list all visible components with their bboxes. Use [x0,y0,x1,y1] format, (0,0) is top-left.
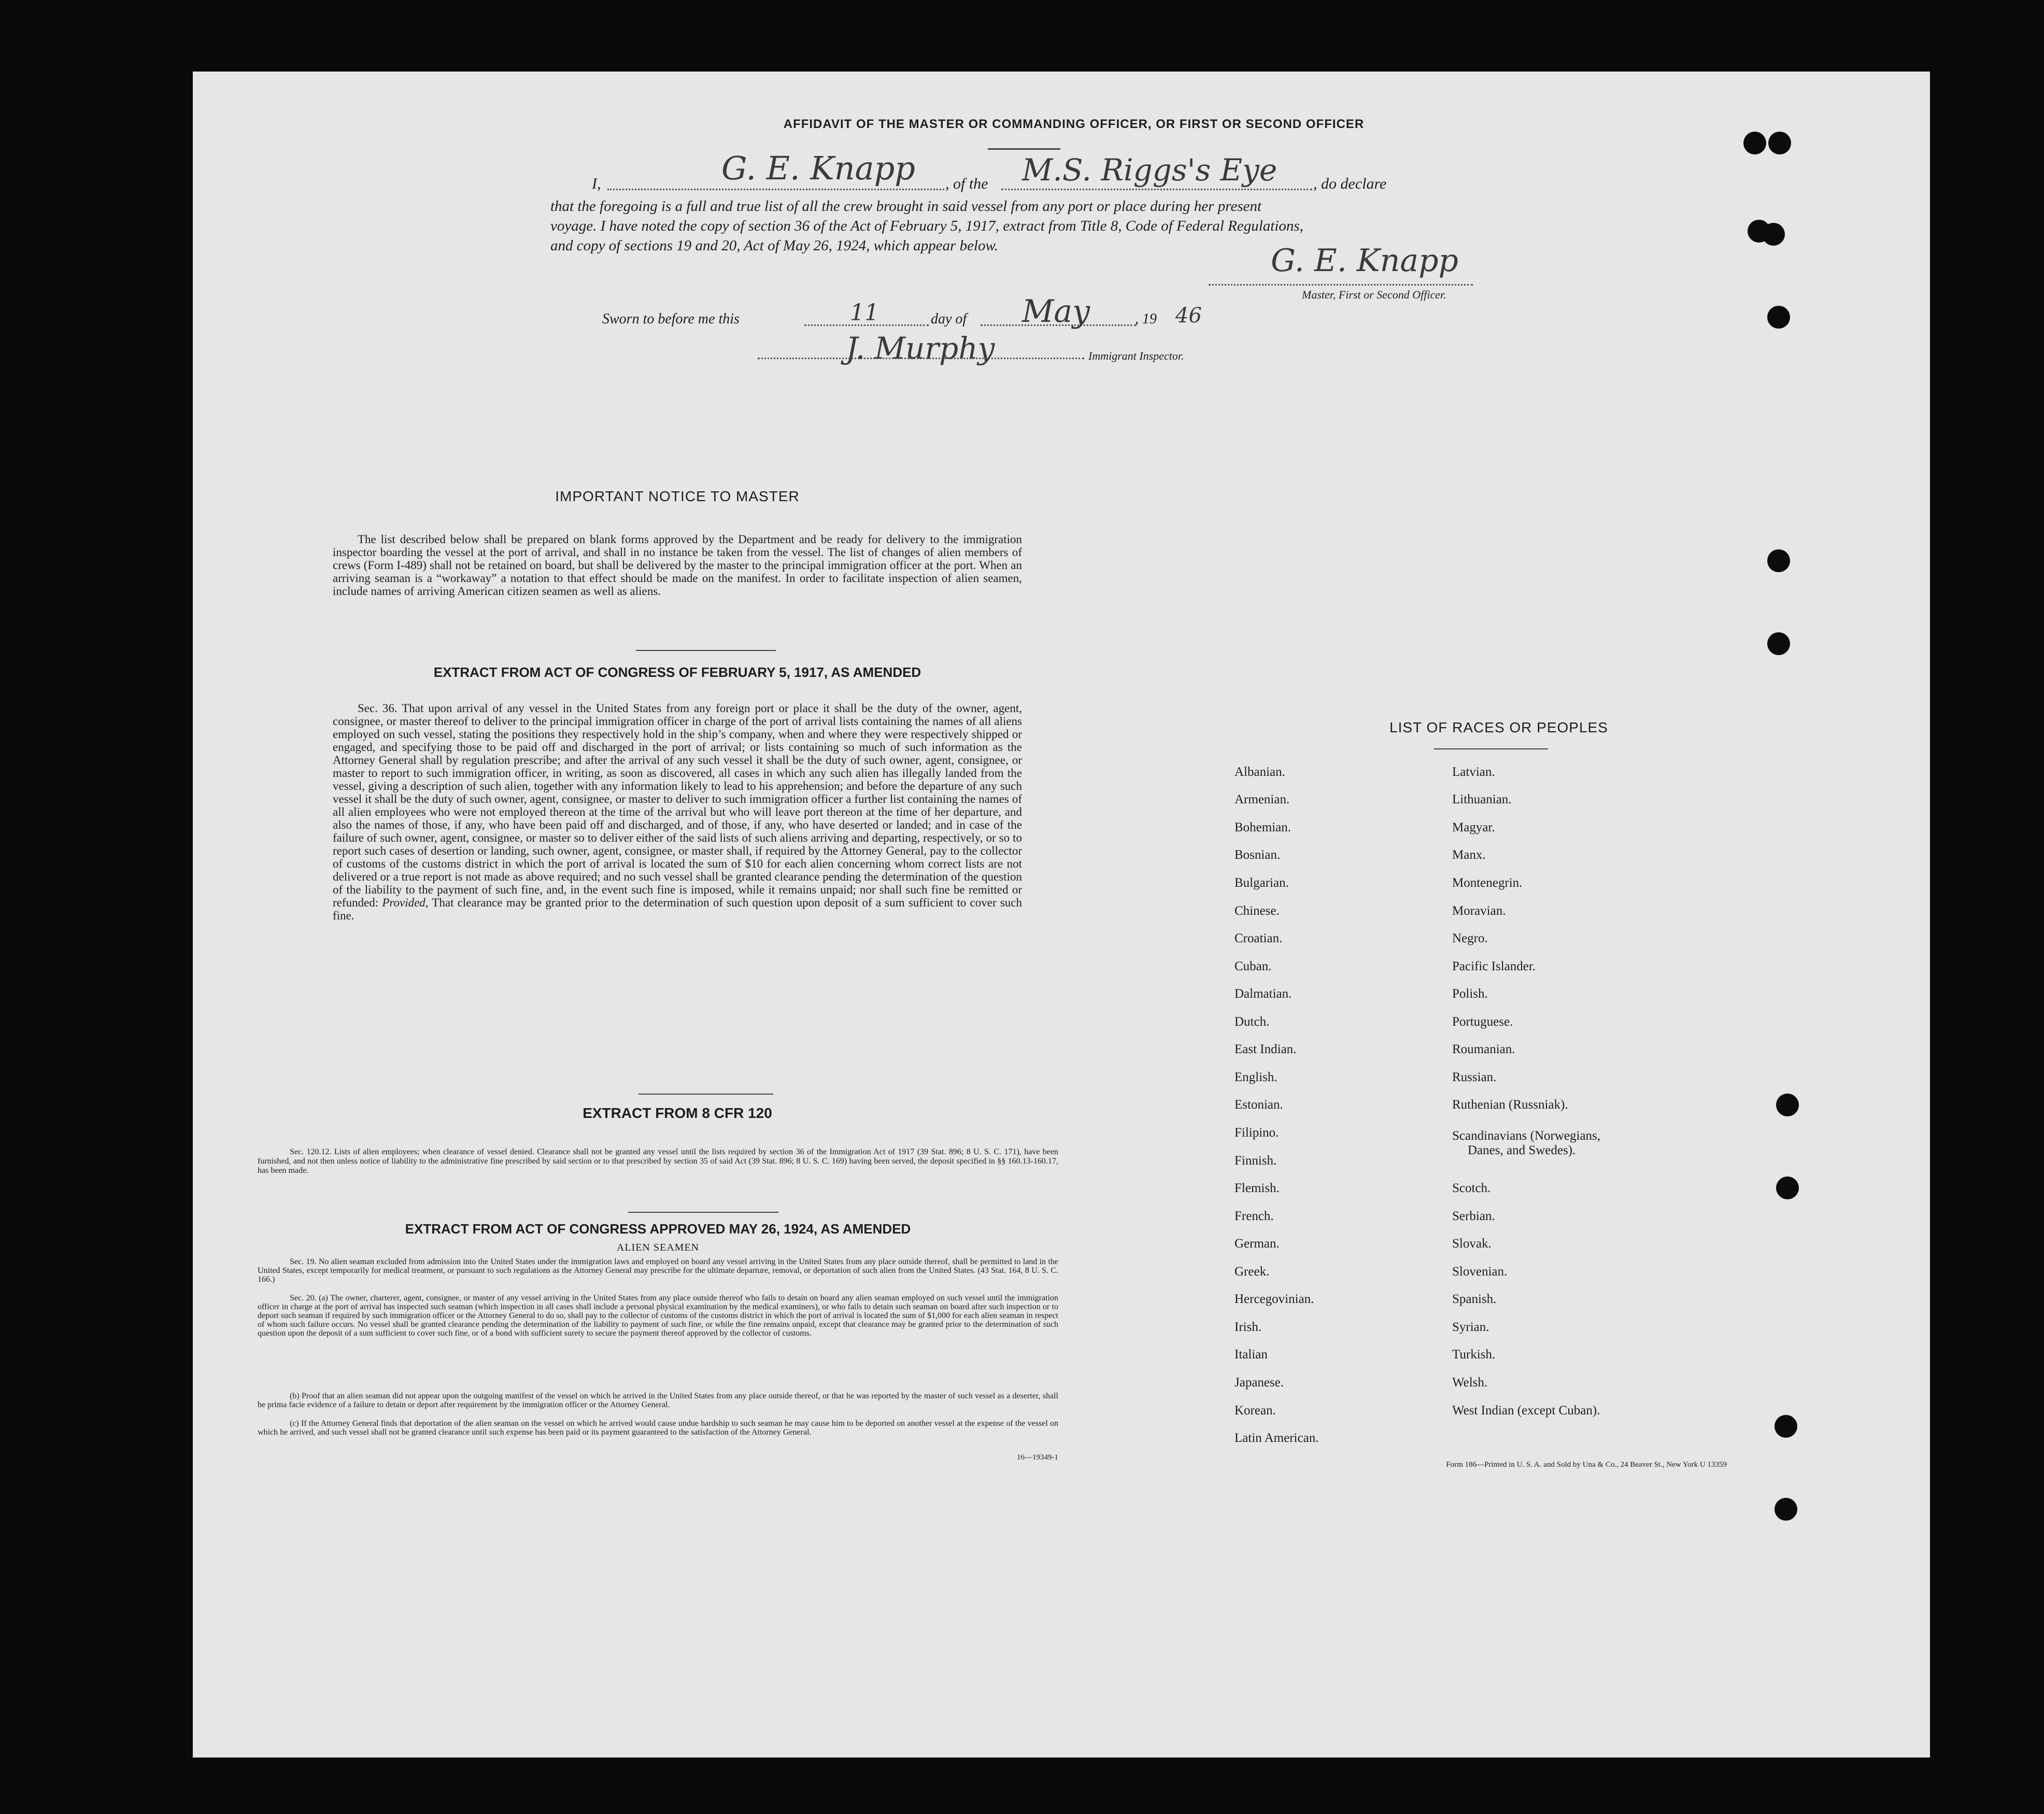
race-item: Magyar. [1452,820,1495,834]
race-item: Italian [1234,1348,1268,1362]
extract-1917-rule [638,1094,773,1095]
extract-1924-sec-20b: (b) Proof that an alien seaman did not appear upon the outgoing manifest of the vessel on which he arrived in the United States from any place outside thereof, or that he was reported by the master of such vessel as a deserter, shall be prima facie evidence of a failure to detain or deport after requirement by the immigration officer or the Attorney General. [258,1392,1058,1409]
race-item: Russian. [1452,1070,1497,1084]
document-page [193,72,1930,1758]
race-item: Negro. [1452,931,1488,945]
sworn-day-handwritten: 11 [850,300,879,326]
race-item: Pacific Islander. [1452,959,1536,973]
race-item: Korean. [1234,1404,1276,1418]
race-item: Turkish. [1452,1348,1496,1362]
affidavit-body-line-1: that the foregoing is a full and true list of all the crew brought in said vessel from any port or place during her present [550,198,1262,215]
race-item: Bulgarian. [1234,876,1289,890]
notice-title: IMPORTANT NOTICE TO MASTER [555,488,800,504]
race-item: Portuguese. [1452,1015,1513,1029]
punch-hole-icon [1767,306,1790,329]
race-item: English. [1234,1070,1278,1084]
cfr-rule [628,1212,778,1213]
sworn-year-prefix: , 19 [1135,311,1157,327]
race-item: Dalmatian. [1234,987,1292,1001]
race-item: Slovenian. [1452,1265,1508,1279]
extract-1924-title: EXTRACT FROM ACT OF CONGRESS APPROVED MAY 26, 1924, AS AMENDED [405,1221,911,1237]
cfr-title: EXTRACT FROM 8 CFR 120 [583,1105,772,1121]
punch-hole-icon [1767,549,1790,572]
punch-hole-icon [1743,132,1766,154]
race-item: Moravian. [1452,904,1506,918]
notice-text: The list described below shall be prepared on blank forms approved by the Department and be ready for delivery to the immigration inspector boarding the vessel at the port of arrival, and shall in no instance be taken from the vessel. The list of changes of alien members of crews (Form I-489) shall not be retained on board, but shall be delivered by the master to the principal immigration officer at the port. When an arriving seaman is a “workaway” a notation to that effect should be made on the manifest. In order to facilitate inspection of alien seamen, include names of arriving American citizen seamen as well as aliens. [333,533,1022,598]
race-item: Spanish. [1452,1292,1497,1306]
affidavit-do-declare: , do declare [1313,175,1387,192]
race-item: Ruthenian (Russniak). [1452,1098,1568,1112]
extract-1924-sec-19: Sec. 19. No alien seaman excluded from admission into the United States under the immigration laws and employed on board any vessel arriving in the United States from any place outside thereof, shall be permitted to land in the United States, except temporarily for medical treatment, or pursuant to such regulations as the Attorney General may prescribe for the ultimate departure, removal, or deportation of such alien from the United States. (43 Stat. 164, 8 U. S. C. 166.) [258,1257,1058,1284]
race-item: Danes, and Swedes). [1468,1143,1576,1157]
race-item: Greek. [1234,1265,1270,1279]
affidavit-body-line-2: voyage. I have noted the copy of section 36 of the Act of February 5, 1917, extract from Title 8, Code of Federal Regulations, [550,218,1303,234]
punch-hole-icon [1762,223,1785,246]
printer-footer: Form 186—Printed in U. S. A. and Sold by Una & Co., 24 Beaver St., New York U 13359 [1446,1461,1727,1469]
sworn-month-handwritten: May [1022,293,1090,330]
race-item: German. [1234,1237,1280,1251]
affidavit-of-the: , of the [945,175,988,192]
race-item: Montenegrin. [1452,876,1523,890]
race-item: Finnish. [1234,1154,1277,1168]
race-item: Slovak. [1452,1237,1492,1251]
master-name-handwritten: G. E. Knapp [721,149,915,187]
form-number: 16—19349-1 [1017,1453,1058,1462]
extract-1917-provided: Provided, [382,896,429,909]
race-item: French. [1234,1209,1274,1223]
punch-hole-icon [1775,1415,1797,1438]
extract-1917-sec-label: Sec. 36. [358,702,398,715]
race-item: Roumanian. [1452,1042,1515,1056]
race-item: Estonian. [1234,1098,1283,1112]
master-signature-line [1209,284,1473,286]
extract-1917-text-a: That upon arrival of any vessel in the United States from any foreign port or place it shall be the duty of the owner, agent, consignee, or master thereof to deliver to the principal immigration officer in charge of the port of arrival lists containing the names of all aliens employed on such vessel, stating the positions they respectively hold in the ship’s company, when and where they were respectively shipped or engaged, and specifying those to be paid off and discharged in the port of arrival; or lists containing so much of such information as the Attorney General shall by regulation prescribe; and after the arrival of any such vessel it shall be the duty of such owner, agent, consignee, or master to report to such immigration officer, in writing, as soon as discovered, all cases in which any such alien has illegally landed from the vessel, giving a description of such alien, together with any information likely to lead to his apprehension; and before the departure of any such vessel it shall be the duty of such owner, agent, consignee, or master to deliver to such immigration officer a further list containing the names of all alien employees who were not employed thereon at the time of the arrival but who will leave port thereon at the time of her departure, and also the names of those, if any, who have been paid off and discharged, and of those, if any, who have deserted or landed; and in case of the failure of such owner, agent, consignee, or master so to deliver either of the said lists of such aliens arriving and departing, respectively, or so to report such cases of desertion or landing, such owner, agent, consignee, or master shall, if required by the Attorney General, pay to the collector of customs of the customs district in which the port of arrival is located the sum of $10 for each alien concerning whom correct lists are not delivered or a true report is not made as above required; and no such vessel shall be granted clearance pending the determination of the question of the liability to the payment of such fine, and, in the event such fine is imposed, while it remains unpaid; nor shall such fine be remitted or refunded: [333,702,1022,909]
punch-hole-icon [1767,632,1790,655]
race-item: Chinese. [1234,904,1280,918]
race-item: Flemish. [1234,1181,1280,1195]
sworn-prefix: Sworn to before me this [602,311,740,327]
race-item: Bohemian. [1234,820,1291,834]
master-name-line [607,189,944,190]
master-signature-caption: Master, First or Second Officer. [1302,288,1446,301]
race-item: West Indian (except Cuban). [1452,1404,1600,1418]
races-title-rule [1434,748,1548,749]
race-item: Latin American. [1234,1431,1319,1445]
extract-1924-sec-20a: Sec. 20. (a) The owner, charterer, agent, consignee, or master of any vessel arriving in the United States from any place outside thereof who fails to detain on board any alien seaman employed on such vessel until the immigration officer in charge at the port of arrival has inspected such seaman (which inspection in all cases shall include a personal physical examination by the medical examiners), or who fails to detain such seaman on board after such inspection or to deport such seaman if required by such immigration officer or the Attorney General to do so, shall pay to the collector of customs of the customs district in which the port of arrival is located the sum of $1,000 for each alien seaman in respect of whom such failure occurs. No vessel shall be granted clearance pending the determination of the liability to payment of such fine, or while the fine remains unpaid, except that clearance may be granted prior to the determination of such question upon the deposit of a sum sufficient to cover such fine, or of a bond with sufficient surety to secure the payment thereof approved by the collector of customs. [258,1294,1058,1338]
sworn-day-of: day of [931,311,967,327]
affidavit-i-prefix: I, [592,175,601,192]
affidavit-title: AFFIDAVIT OF THE MASTER OR COMMANDING OFFICER, OR FIRST OR SECOND OFFICER [783,117,1365,131]
race-item: Scandinavians (Norwegians, [1452,1129,1601,1143]
vessel-name-handwritten: M.S. Riggs's Eye [1022,152,1278,188]
affidavit-title-rule [988,148,1060,150]
race-item: Filipino. [1234,1126,1279,1140]
extract-1924-subtitle: ALIEN SEAMEN [616,1242,700,1253]
extract-1917-text-b: That clearance may be granted prior to the determination of such question upon deposit of a sum sufficient to cover such fine. [333,896,1022,922]
master-signature-handwritten: G. E. Knapp [1271,243,1458,279]
punch-hole-icon [1776,1177,1799,1199]
punch-hole-icon [1768,132,1791,154]
race-item: Manx. [1452,848,1486,862]
race-item: Irish. [1234,1320,1262,1334]
inspector-caption: Immigrant Inspector. [1088,349,1184,362]
extract-1917-text [333,702,1022,922]
race-item: Welsh. [1452,1376,1488,1390]
race-item: Latvian. [1452,765,1495,779]
race-item: Syrian. [1452,1320,1489,1334]
punch-hole-icon [1775,1498,1797,1521]
punch-hole-icon [1776,1094,1799,1116]
affidavit-body-line-3: and copy of sections 19 and 20, Act of May 26, 1924, which appear below. [550,237,998,254]
race-item: Lithuanian. [1452,792,1512,806]
cfr-text: Sec. 120.12. Lists of alien employees; when clearance of vessel denied. Clearance shall not be granted any vessel until the lists required by section 36 of the Immigration Act of 1917 (39 Stat. 896; 8 U. S. C. 171), have been furnished, and not then unless notice of liability to the administrative fine prescribed by said section or to that prescribed by section 35 of said Act (39 Stat. 896; 8 U. S. C. 169) having been served, the deposit specified in §§ 160.13-160.17, has been made. [258,1147,1058,1175]
race-item: East Indian. [1234,1042,1297,1056]
race-item: Croatian. [1234,931,1283,945]
vessel-name-line [1001,189,1312,190]
notice-rule [636,650,776,651]
races-title: LIST OF RACES OR PEOPLES [1389,719,1608,735]
inspector-signature-handwritten: J. Murphy [846,331,995,366]
sworn-year-handwritten: 46 [1175,304,1202,328]
race-item: Polish. [1452,987,1488,1001]
extract-1924-sec-20c: (c) If the Attorney General finds that deportation of the alien seaman on the vessel on which he arrived would cause undue hardship to such seaman he may cause him to be deported on another vessel at the expense of the vessel on which he arrived, and such vessel shall not be granted clearance until such expense has been paid or its payment guaranteed to the satisfaction of the Attorney General. [258,1419,1058,1437]
race-item: Serbian. [1452,1209,1495,1223]
inspector-signature-line [758,358,1084,359]
race-item: Albanian. [1234,765,1285,779]
race-item: Scotch. [1452,1181,1491,1195]
race-item: Dutch. [1234,1015,1270,1029]
race-item: Japanese. [1234,1376,1284,1390]
race-item: Hercegovinian. [1234,1292,1314,1306]
race-item: Bosnian. [1234,848,1281,862]
race-item: Cuban. [1234,959,1272,973]
extract-1917-title: EXTRACT FROM ACT OF CONGRESS OF FEBRUARY 5, 1917, AS AMENDED [433,664,921,680]
race-item: Armenian. [1234,792,1290,806]
